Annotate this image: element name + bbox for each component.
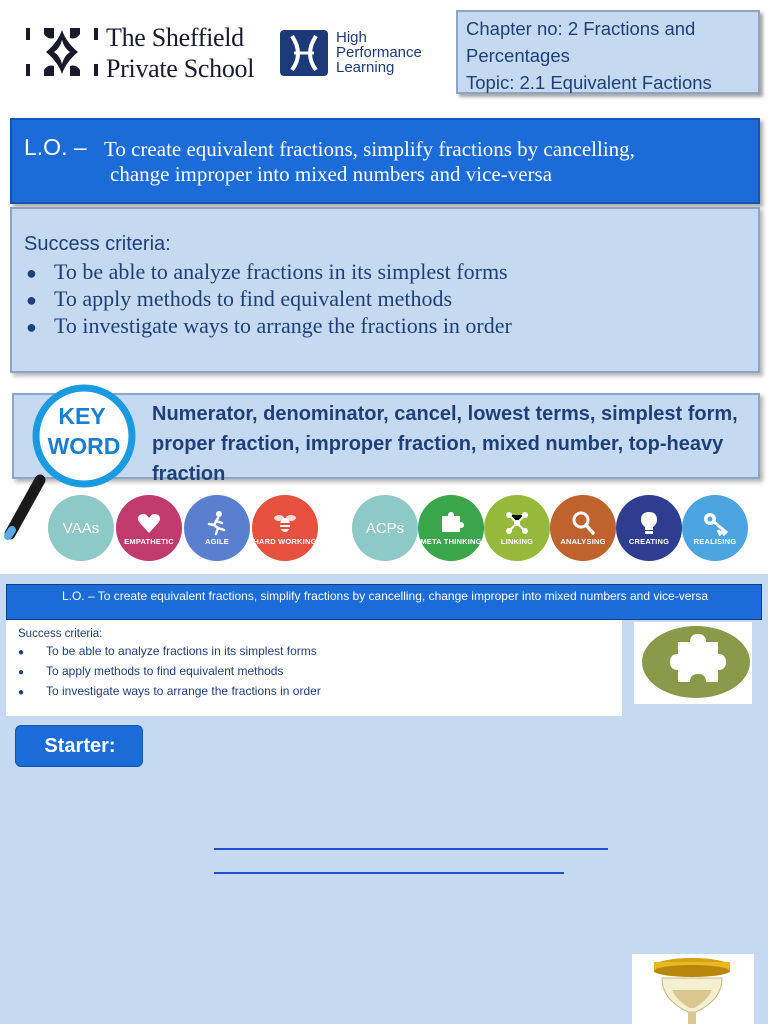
starter-button[interactable] <box>15 725 143 767</box>
criteria-text: To be able to analyze fractions in its simplest forms <box>46 644 317 658</box>
chapter-box <box>456 10 760 94</box>
success-criteria-panel <box>10 207 760 373</box>
skill-empathetic <box>116 495 182 561</box>
list-item <box>26 286 512 313</box>
bullet-icon: ● <box>18 687 25 698</box>
list-item <box>18 662 610 682</box>
magnifier-icon <box>570 510 596 536</box>
skill-hard-working <box>252 495 318 561</box>
criteria-text: To apply methods to find equivalent methods <box>46 664 284 678</box>
criteria-text: To investigate ways to arrange the fractions in order <box>54 313 512 338</box>
bullet-icon: ● <box>18 647 25 658</box>
answer-line-2 <box>214 872 564 874</box>
hpl-line3: Learning <box>336 59 395 76</box>
skill-label: VAAs <box>62 519 100 537</box>
slide2-sc-list <box>18 642 610 702</box>
success-criteria-list <box>26 259 512 340</box>
criteria-text: To be able to analyze fractions in its simplest forms <box>54 259 508 284</box>
slide-2 <box>0 574 768 1024</box>
hpl-line2: Performance <box>336 44 422 61</box>
skill-realising <box>682 495 748 561</box>
bullet-icon: ● <box>18 667 25 678</box>
heart-icon <box>136 510 162 536</box>
bullet-icon: ● <box>26 317 37 337</box>
skill-agile <box>184 495 250 561</box>
skill-label: AGILE <box>205 537 229 546</box>
bullet-icon: ● <box>26 290 37 310</box>
hpl-line1: High <box>336 29 367 46</box>
skill-label: META THINKING <box>420 537 482 546</box>
chapter-title-line1: Chapter no: 2 Fractions and <box>466 18 696 39</box>
skill-label: EMPATHETIC <box>124 537 174 546</box>
list-item <box>18 682 610 702</box>
skill-label: ANALYSING <box>560 537 606 546</box>
key-word-badge-line1: KEY <box>58 403 106 429</box>
list-item <box>18 642 610 662</box>
criteria-text: To investigate ways to arrange the fractions in order <box>46 684 321 698</box>
school-name-line1: The Sheffield <box>106 23 244 52</box>
slide2-success-criteria <box>6 620 622 716</box>
lo-text-line1: To create equivalent fractions, simplify fractions by cancelling, <box>104 137 635 161</box>
list-item <box>26 259 512 286</box>
slide2-lo-text: L.O. – To create equivalent fractions, simplify fractions by cancelling, change improper into mixed numbers and vice-versa <box>61 589 709 603</box>
slide2-lo-banner <box>6 584 762 620</box>
chapter-title-line2: Percentages <box>466 45 570 66</box>
puzzle-brain-card <box>634 622 752 704</box>
topic-title: Topic: 2.1 Equivalent Factions <box>466 72 712 93</box>
skill-label: ACPs <box>365 519 405 537</box>
runner-icon <box>204 510 230 536</box>
answer-line-1 <box>214 848 608 850</box>
skill-label: HARD WORKING <box>253 537 317 546</box>
lo-prefix: L.O. – <box>24 134 87 160</box>
network-icon <box>504 510 530 536</box>
criteria-text: To apply methods to find equivalent methods <box>54 286 453 311</box>
starter-label: Starter: <box>44 735 116 757</box>
puzzle-icon <box>438 510 464 536</box>
keywords-text: Numerator, denominator, cancel, lowest terms, simplest form, proper fraction, improper fraction, mixed number, top-heavy fraction <box>152 403 738 485</box>
skill-analysing <box>550 495 616 561</box>
school-logo-icon <box>24 24 100 82</box>
success-criteria-title: Success criteria: <box>24 233 171 255</box>
skill-label: REALISING <box>693 537 737 546</box>
skill-acps <box>352 495 418 561</box>
skill-meta-thinking <box>418 495 484 561</box>
hpl-logo-icon <box>280 30 328 76</box>
skill-vaas <box>48 495 114 561</box>
hpl-text <box>336 30 422 75</box>
key-word-badge-line2: WORD <box>47 433 121 459</box>
slide2-sc-title: Success criteria: <box>18 628 103 640</box>
key-icon <box>702 510 728 536</box>
skill-label: LINKING <box>500 537 534 546</box>
bullet-icon: ● <box>26 263 37 283</box>
skill-creating <box>616 495 682 561</box>
puzzle-brain-icon <box>634 622 752 704</box>
hourglass-card <box>632 954 754 1024</box>
lo-text-line2: change improper into mixed numbers and vice-versa <box>110 162 553 186</box>
hourglass-icon <box>632 954 754 1024</box>
list-item <box>26 313 512 340</box>
school-name-line2: Private School <box>106 54 255 83</box>
skill-label: CREATING <box>628 537 670 546</box>
school-name <box>106 22 254 84</box>
lightbulb-icon <box>636 510 662 536</box>
bee-icon <box>272 510 298 536</box>
skill-linking <box>484 495 550 561</box>
learning-objective-banner <box>10 118 760 204</box>
